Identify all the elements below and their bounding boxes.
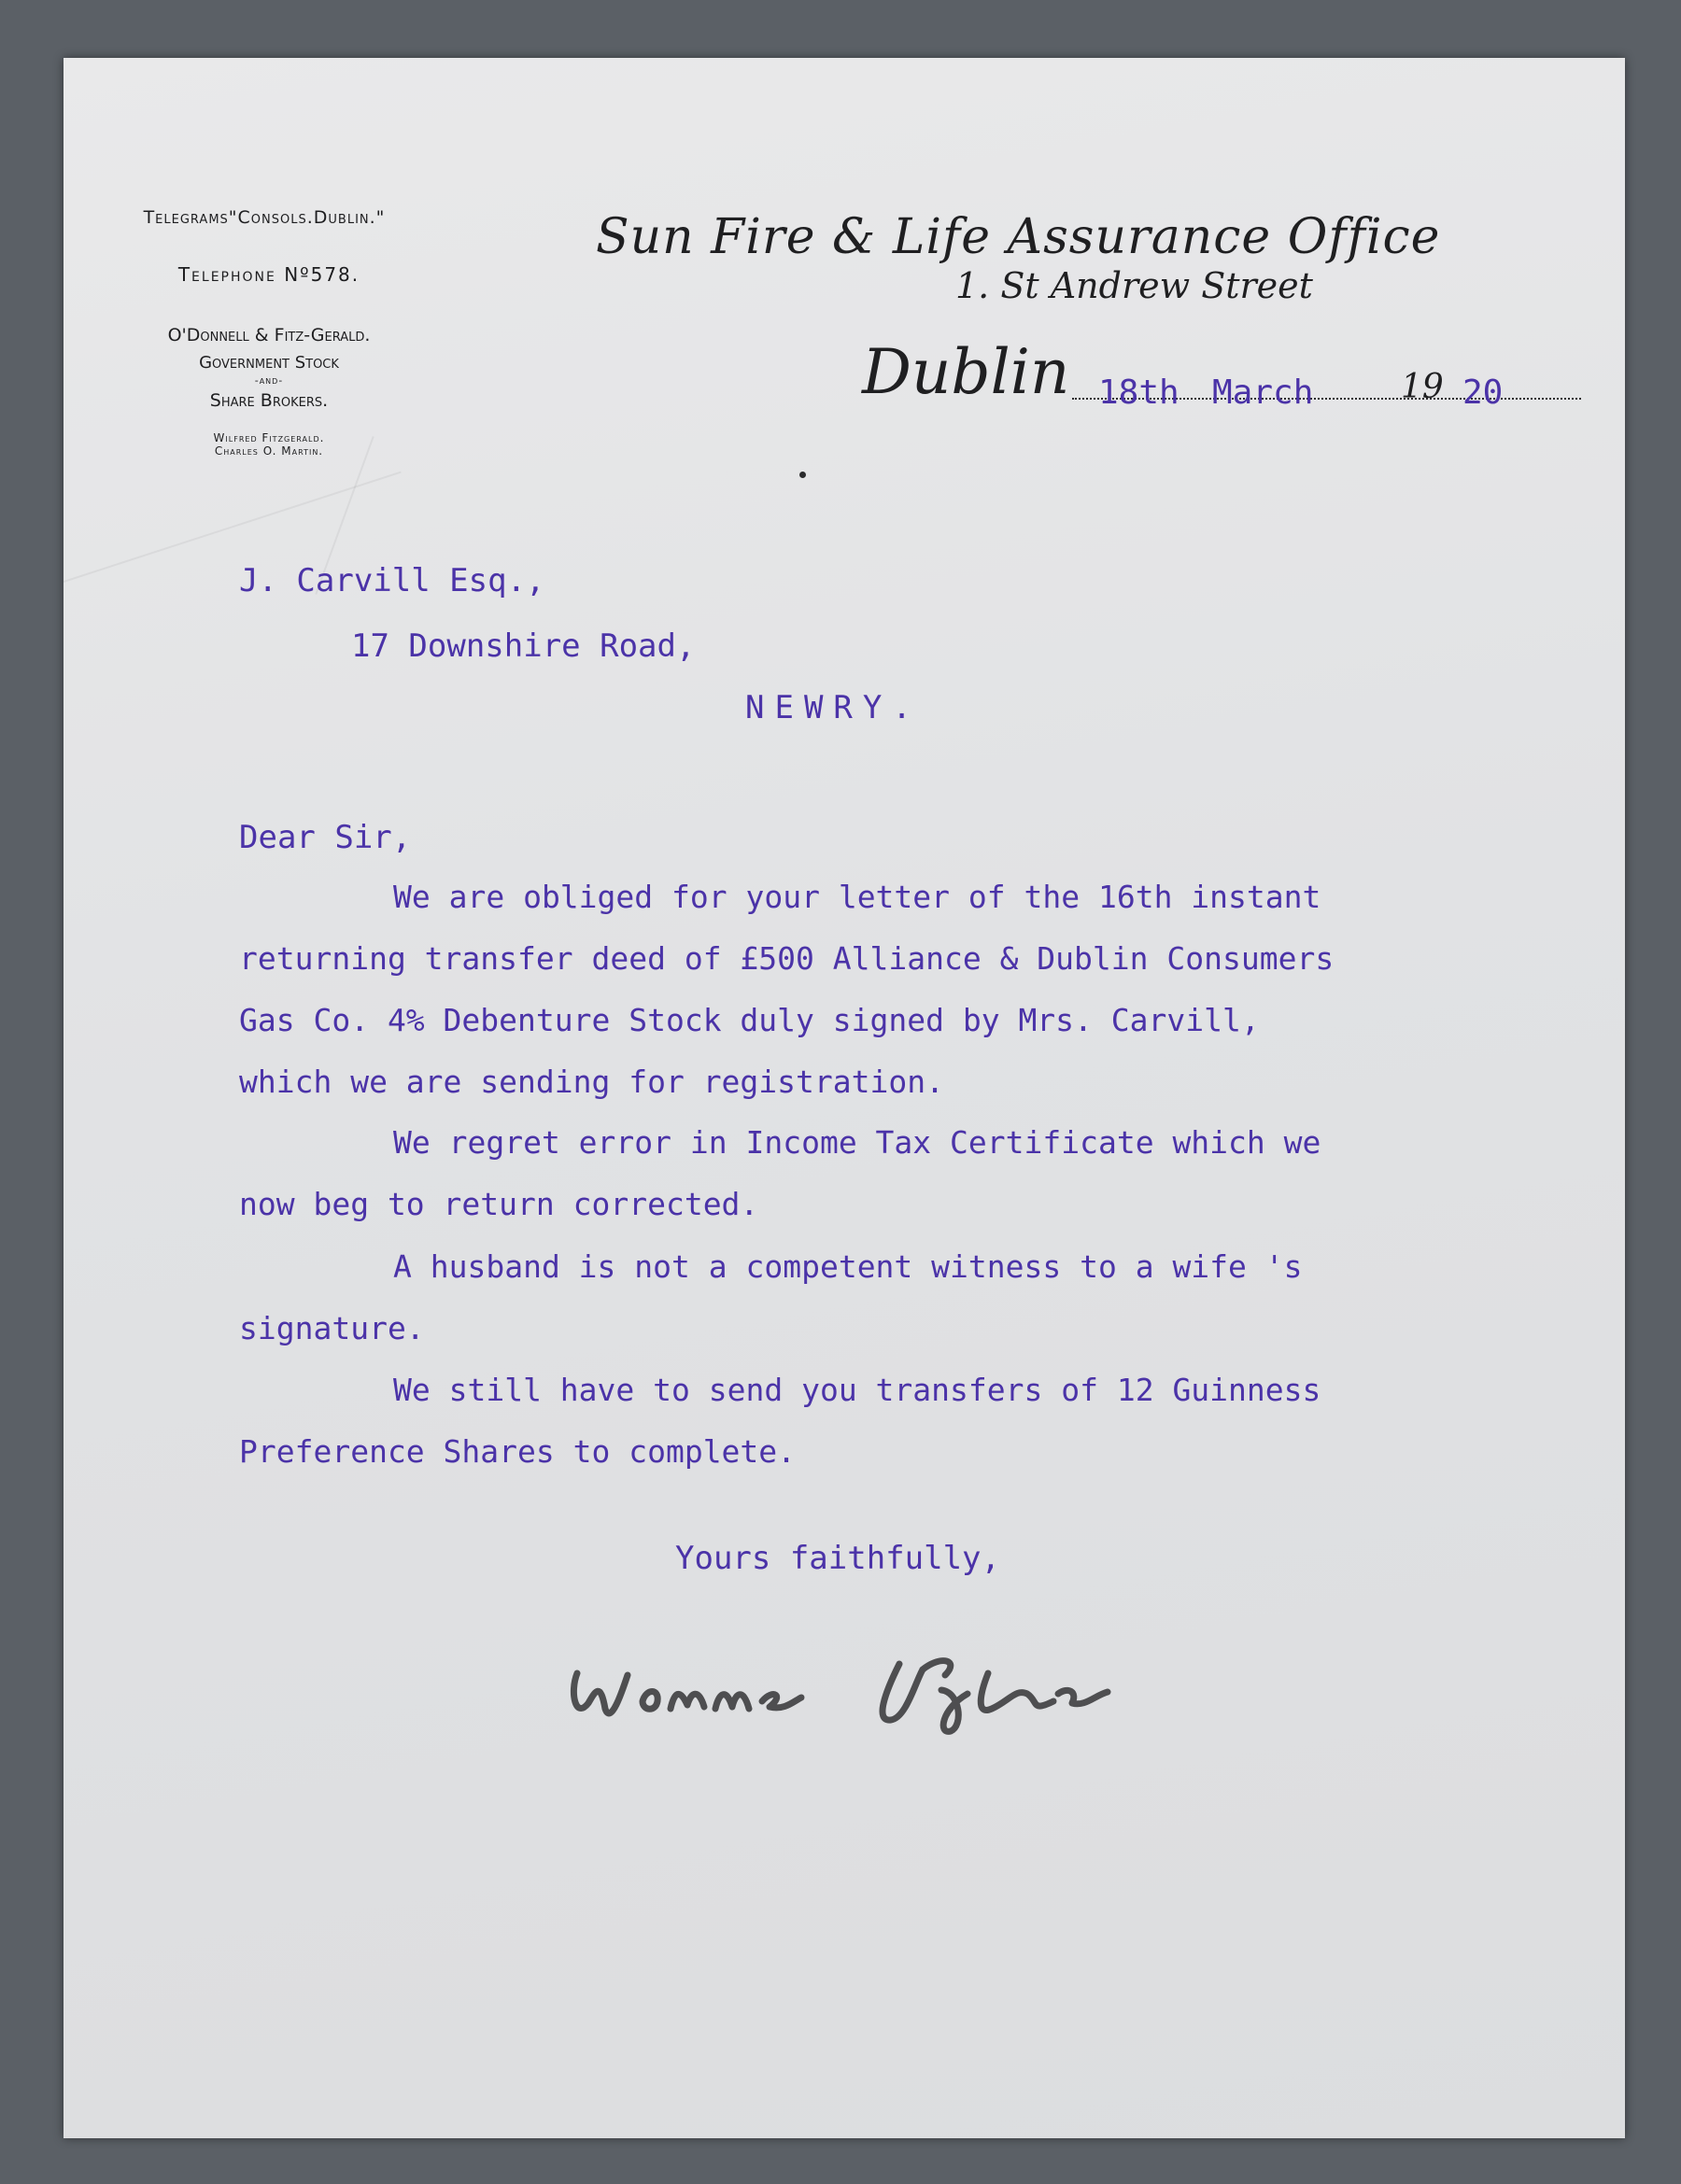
ink-dot	[799, 472, 806, 478]
date-month: March	[1212, 373, 1314, 412]
date-year-printed: 19	[1401, 368, 1444, 406]
date-year-typed: 20	[1462, 373, 1504, 412]
partner-name: Charles O. Martin.	[214, 444, 324, 458]
office-name: Sun Fire & Life Assurance Office	[596, 209, 1441, 265]
closing: Yours faithfully,	[675, 1540, 1000, 1577]
letterhead-firm-block	[82, 207, 456, 458]
firm-business-line2: Share Brokers.	[209, 390, 329, 411]
date-day: 18th	[1098, 373, 1180, 412]
paragraph-line: Preference Shares to complete.	[239, 1433, 797, 1470]
office-street: 1. St Andrew Street	[955, 265, 1313, 306]
recipient-town: NEWRY.	[745, 689, 922, 726]
paragraph	[239, 1112, 1547, 1235]
paragraph-line: We are obliged for your letter of the 16th instant	[393, 879, 1321, 915]
paragraph	[239, 1236, 1547, 1360]
handwritten-signature	[549, 1636, 1128, 1739]
firm-business-and: -and-	[254, 374, 284, 387]
paragraph-line: A husband is not a competent witness to a wife 's	[393, 1248, 1303, 1285]
paragraph-line: returning transfer deed of £500 Alliance & Dublin Consumers	[239, 940, 1335, 977]
partner-name: Wilfred Fitzgerald.	[213, 431, 325, 444]
paragraph-line: signature.	[239, 1310, 425, 1346]
firm-business-line1: Government Stock	[199, 353, 339, 373]
recipient-street: 17 Downshire Road,	[351, 627, 696, 665]
paragraph-line: now beg to return corrected.	[239, 1186, 759, 1222]
firm-name: O'Donnell & Fitz-Gerald.	[167, 325, 371, 345]
salutation: Dear Sir,	[239, 819, 412, 856]
paragraph	[239, 1360, 1547, 1483]
paragraph-line: We still have to send you transfers of 12 Guinness	[393, 1372, 1321, 1408]
telephone-number: Telephone Nº578.	[177, 263, 360, 286]
paragraph-line: Gas Co. 4% Debenture Stock duly signed by Mrs. Carvill,	[239, 1002, 1260, 1038]
telegrams-address: Telegrams"Consols.Dublin."	[143, 207, 386, 228]
recipient-name: J. Carvill Esq.,	[239, 562, 545, 599]
paragraph-line: which we are sending for registration.	[239, 1064, 944, 1100]
paragraph	[239, 867, 1547, 1113]
office-city: Dublin	[862, 336, 1070, 408]
letter-sheet	[64, 58, 1625, 2138]
paragraph-line: We regret error in Income Tax Certificate which we	[393, 1124, 1321, 1161]
